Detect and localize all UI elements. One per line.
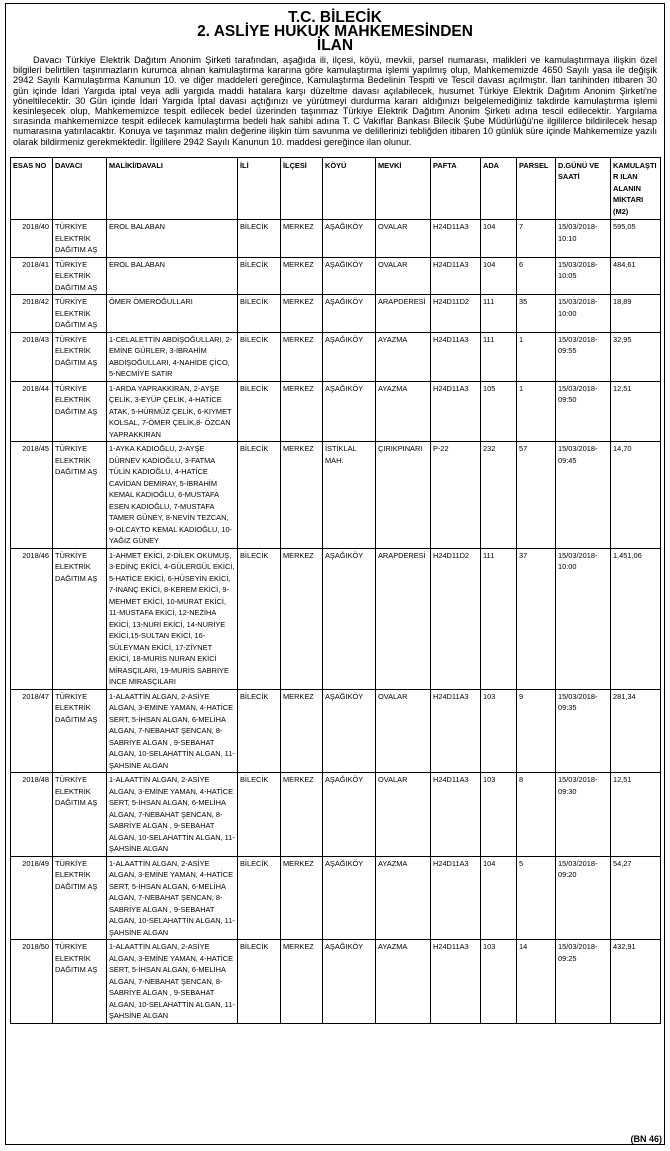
cell-davaci: TÜRKİYE ELEKTRİK DAĞITIM AŞ (53, 856, 107, 940)
cell-pafta: H24D11D2 (431, 295, 481, 333)
cell-il: BİLECİK (238, 689, 281, 773)
cell-malik-davali: ÖMER ÖMEROĞULLARI (107, 295, 238, 333)
cell-davaci: TÜRKİYE ELEKTRİK DAĞITIM AŞ (53, 295, 107, 333)
cell-malik-davali: 1-CELALETTİN ABDİŞOĞULLARI, 2-EMİNE GÜRLER, 3-İBRAHİM ABDİŞOĞULLARI, 4-NAHİDE ÇİCO, 5-NECMİYE SATIR (107, 332, 238, 381)
cell-koy: AŞAĞIKÖY (323, 773, 376, 857)
cell-il: BİLECİK (238, 856, 281, 940)
announcement-text: Davacı Türkiye Elektrik Dağıtım Anonim Şirketi tarafından, aşağıda ili, ilçesi, köyü, mevkii, parsel numarası, malikleri ve kamulaştırmaya ilişkin özel bilgileri belirtilen taşınmazların kurumca alınan kamulaştırma kararına göre kamulaştırma işlemi yapılmış olup, Mahkememizde 4650 Sayılı yasa ile değişik 2942 Sayılı Kamulaştırma Kanunun 10. ve diğer maddeleri gereğince, Kamulaştırma Bedelinin Tespiti ve Tescil davası açılmıştır. İlan tarihinden itibaren 30 gün içinde İdari Yargıda iptal veya adli yargıda maddi hatalara karşı düzeltme davası açılabilecek, husumet Türkiye Elektrik Dağıtım Anonim Şirketi'ne yöneltilecektir. 30 Gün içinde İdari Yargıda İptal davası açtığınızı ve yürütmeyi durdurma kararı aldığınızı belgelemediğiniz takdirde kamulaştırma işlemi kesinleşecek olup, Mahkememizce tespit edilecek bedel üzerinden taşınmaz Türkiye Elektrik Dağıtım Anonim Şirketi adına tescil edilecektir. Yargılama sırasında mahkememizce tespit edilecek kamulaştırma bedeli hak sahibi adına T. C Vakıflar Bankası Bilecik Şube Müdürlüğü'ne ilgililerce bildirilecek hesap numarasına yatırılacaktır. Konuya ve taşınmaz malın değerine ilişkin tüm savunma ve delillerinizi tebliğden itibaren 10 günlük süre içinde Mahkememize yazılı olarak bildirmeniz gerekmektedir. İlgililere 2942 Sayılı Kanunun 10. maddesi gereğince ilan olunur. (13, 55, 657, 147)
cell-il: BİLECİK (238, 295, 281, 333)
cell-davaci: TÜRKİYE ELEKTRİK DAĞITIM AŞ (53, 773, 107, 857)
cell-il: BİLECİK (238, 381, 281, 442)
court-province-title: T.C. BİLECİK (288, 9, 382, 26)
cell-davaci: TÜRKİYE ELEKTRİK DAĞITIM AŞ (53, 257, 107, 295)
cell-durusma-gunu-saati: 15/03/2018-09:30 (556, 773, 611, 857)
table-header-row (11, 157, 661, 220)
cell-kamulastirma-alani: 54,27 (611, 856, 661, 940)
cell-kamulastirma-alani: 484,61 (611, 257, 661, 295)
table-row (11, 548, 661, 689)
table-row (11, 220, 661, 258)
cell-il: BİLECİK (238, 257, 281, 295)
cell-pafta: H24D11A3 (431, 773, 481, 857)
cell-parsel: 14 (517, 940, 556, 1024)
cell-esas-no: 2018/42 (11, 295, 53, 333)
cell-kamulastirma-alani: 595,05 (611, 220, 661, 258)
cell-ilce: MERKEZ (281, 381, 323, 442)
cell-parsel: 6 (517, 257, 556, 295)
cell-davaci: TÜRKİYE ELEKTRİK DAĞITIM AŞ (53, 940, 107, 1024)
cell-malik-davali: EROL BALABAN (107, 220, 238, 258)
cell-parsel: 7 (517, 220, 556, 258)
cell-parsel: 37 (517, 548, 556, 689)
cell-parsel: 1 (517, 381, 556, 442)
cell-koy: AŞAĞIKÖY (323, 856, 376, 940)
cell-il: BİLECİK (238, 220, 281, 258)
cell-davaci: TÜRKİYE ELEKTRİK DAĞITIM AŞ (53, 220, 107, 258)
cell-ilce: MERKEZ (281, 548, 323, 689)
cell-malik-davali: 1-ALAATTİN ALGAN, 2-ASİYE ALGAN, 3-EMİNE YAMAN, 4-HATİCE SERT, 5-İHSAN ALGAN, 6-MELİHA ALGAN, 7-NEBAHAT ŞENCAN, 8-SABRİYE ALGAN , 9-SEBAHAT ALGAN, 10-SELAHATTİN ALGAN, 11-ŞAHSİNE ALGAN (107, 773, 238, 857)
cell-durusma-gunu-saati: 15/03/2018-09:35 (556, 689, 611, 773)
column-header-durusma-gunu-saati: D.GÜNÜ VE SAATİ (556, 157, 611, 220)
cell-esas-no: 2018/48 (11, 773, 53, 857)
cell-durusma-gunu-saati: 15/03/2018-09:50 (556, 381, 611, 442)
cell-davaci: TÜRKİYE ELEKTRİK DAĞITIM AŞ (53, 442, 107, 549)
cell-pafta: H24D11A3 (431, 257, 481, 295)
cell-malik-davali: 1-ALAATTİN ALGAN, 2-ASİYE ALGAN, 3-EMİNE YAMAN, 4-HATİCE SERT, 5-İHSAN ALGAN, 6-MELİHA ALGAN, 7-NEBAHAT ŞENCAN, 8-SABRİYE ALGAN , 9-SEBAHAT ALGAN, 10-SELAHATTİN ALGAN, 11-ŞAHSİNE ALGAN (107, 689, 238, 773)
cell-durusma-gunu-saati: 15/03/2018-09:45 (556, 442, 611, 549)
cell-koy: AŞAĞIKÖY (323, 381, 376, 442)
cell-ilce: MERKEZ (281, 856, 323, 940)
table-row (11, 257, 661, 295)
column-header-ada: ADA (481, 157, 517, 220)
cell-koy: AŞAĞIKÖY (323, 332, 376, 381)
cell-durusma-gunu-saati: 15/03/2018-09:25 (556, 940, 611, 1024)
cell-pafta: H24D11A3 (431, 332, 481, 381)
cell-davaci: TÜRKİYE ELEKTRİK DAĞITIM AŞ (53, 548, 107, 689)
announcement-title: İLAN (316, 37, 354, 54)
cell-ilce: MERKEZ (281, 940, 323, 1024)
cell-koy: AŞAĞIKÖY (323, 940, 376, 1024)
cell-esas-no: 2018/46 (11, 548, 53, 689)
cell-pafta: H24D11A3 (431, 220, 481, 258)
cell-ada: 104 (481, 257, 517, 295)
cell-kamulastirma-alani: 32,95 (611, 332, 661, 381)
cell-kamulastirma-alani: 12,51 (611, 773, 661, 857)
cell-malik-davali: 1-AHMET EKİCİ, 2-DİLEK OKUMUŞ, 3-EDİNÇ EKİCİ, 4-GÜLERGÜL EKİCİ, 5-HATİCE EKİCİ, 6-HÜSEYİN EKİCİ, 7-İNANÇ EKİCİ, 8-KEREM EKİCİ, 9-MEHMET EKİCİ, 10-MURAT EKİCİ, 11-MUSTAFA EKİCİ, 12-NEZİHA EKİCİ, 13-NURİ EKİCİ, 14-NURİYE EKİCİ,15-SULTAN EKİCİ, 16-SÜLEYMAN EKİCİ, 17-ZİYNET EKİCİ, 18-MURİS NURAN EKİCİ MİRASÇILARI, 19-MURİS SABRİYE İNCE MİRASÇILARI (107, 548, 238, 689)
cell-esas-no: 2018/44 (11, 381, 53, 442)
cell-ada: 105 (481, 381, 517, 442)
table-row (11, 940, 661, 1024)
cell-davaci: TÜRKİYE ELEKTRİK DAĞITIM AŞ (53, 381, 107, 442)
column-header-davaci: DAVACI (53, 157, 107, 220)
cell-parsel: 8 (517, 773, 556, 857)
cell-koy: AŞAĞIKÖY (323, 689, 376, 773)
cell-ada: 103 (481, 940, 517, 1024)
cell-il: BİLECİK (238, 442, 281, 549)
cell-pafta: H24D11A3 (431, 856, 481, 940)
cell-il: BİLECİK (238, 773, 281, 857)
table-row (11, 689, 661, 773)
cell-mevki: OVALAR (376, 220, 431, 258)
cell-pafta: H24D11D2 (431, 548, 481, 689)
cell-malik-davali: 1-ARDA YAPRAKKIRAN, 2-AYŞE ÇELİK, 3-EYÜP ÇELİK, 4-HATİCE ATAK, 5-HÜRMÜZ ÇELİK, 6-KIYMET KOLSAL, 7-ÖMER ÇELİK,8- ÖZCAN YAPRAKKIRAN (107, 381, 238, 442)
cell-parsel: 1 (517, 332, 556, 381)
cell-durusma-gunu-saati: 15/03/2018-09:55 (556, 332, 611, 381)
table-row (11, 856, 661, 940)
cell-malik-davali: EROL BALABAN (107, 257, 238, 295)
cell-il: BİLECİK (238, 548, 281, 689)
cell-koy: AŞAĞIKÖY (323, 548, 376, 689)
cell-davaci: TÜRKİYE ELEKTRİK DAĞITIM AŞ (53, 332, 107, 381)
cell-pafta: H24D11A3 (431, 381, 481, 442)
cell-pafta: H24D11A3 (431, 940, 481, 1024)
cell-ilce: MERKEZ (281, 257, 323, 295)
cell-durusma-gunu-saati: 15/03/2018-10:00 (556, 548, 611, 689)
cell-kamulastirma-alani: 18,89 (611, 295, 661, 333)
cell-mevki: AYAZMA (376, 332, 431, 381)
cell-parsel: 5 (517, 856, 556, 940)
cell-ada: 104 (481, 856, 517, 940)
announcement-text-block (13, 55, 657, 147)
column-header-esas-no: ESAS NO (11, 157, 53, 220)
cell-esas-no: 2018/49 (11, 856, 53, 940)
column-header-il: İLİ (238, 157, 281, 220)
cell-ilce: MERKEZ (281, 332, 323, 381)
cell-mevki: OVALAR (376, 689, 431, 773)
cell-davaci: TÜRKİYE ELEKTRİK DAĞITIM AŞ (53, 689, 107, 773)
cell-mevki: AYAZMA (376, 940, 431, 1024)
cell-durusma-gunu-saati: 15/03/2018-10:05 (556, 257, 611, 295)
parcel-table (10, 157, 661, 1024)
cell-koy: AŞAĞIKÖY (323, 257, 376, 295)
cell-esas-no: 2018/41 (11, 257, 53, 295)
cell-mevki: ÇIRIKPINARI (376, 442, 431, 549)
court-name-title: 2. ASLİYE HUKUK MAHKEMESİNDEN (197, 23, 473, 40)
table-row (11, 381, 661, 442)
table-row (11, 332, 661, 381)
column-header-pafta: PAFTA (431, 157, 481, 220)
cell-malik-davali: 1-ALAATTİN ALGAN, 2-ASİYE ALGAN, 3-EMİNE YAMAN, 4-HATİCE SERT, 5-İHSAN ALGAN, 6-MELİHA ALGAN, 7-NEBAHAT ŞENCAN, 8-SABRİYE ALGAN , 9-SEBAHAT ALGAN, 10-SELAHATTİN ALGAN, 11-ŞAHSİNE ALGAN (107, 940, 238, 1024)
cell-kamulastirma-alani: 281,34 (611, 689, 661, 773)
cell-parsel: 35 (517, 295, 556, 333)
column-header-malik-davali: MALİKİ/DAVALI (107, 157, 238, 220)
cell-ada: 111 (481, 548, 517, 689)
cell-mevki: ARAPDERESİ (376, 548, 431, 689)
cell-ada: 111 (481, 295, 517, 333)
column-header-koy: KÖYÜ (323, 157, 376, 220)
cell-durusma-gunu-saati: 15/03/2018-10:10 (556, 220, 611, 258)
cell-kamulastirma-alani: 14,70 (611, 442, 661, 549)
cell-ilce: MERKEZ (281, 220, 323, 258)
column-header-parsel: PARSEL (517, 157, 556, 220)
cell-esas-no: 2018/47 (11, 689, 53, 773)
table-row (11, 295, 661, 333)
cell-esas-no: 2018/50 (11, 940, 53, 1024)
cell-malik-davali: 1-ALAATTİN ALGAN, 2-ASİYE ALGAN, 3-EMİNE YAMAN, 4-HATİCE SERT, 5-İHSAN ALGAN, 6-MELİHA ALGAN, 7-NEBAHAT ŞENCAN, 8-SABRİYE ALGAN , 9-SEBAHAT ALGAN, 10-SELAHATTİN ALGAN, 11-ŞAHSİNE ALGAN (107, 856, 238, 940)
cell-koy: AŞAĞIKÖY (323, 220, 376, 258)
column-header-ilce: İLÇESİ (281, 157, 323, 220)
cell-kamulastirma-alani: 12,51 (611, 381, 661, 442)
cell-mevki: ARAPDERESİ (376, 295, 431, 333)
cell-mevki: OVALAR (376, 257, 431, 295)
cell-ilce: MERKEZ (281, 689, 323, 773)
cell-parsel: 57 (517, 442, 556, 549)
cell-ada: 232 (481, 442, 517, 549)
cell-mevki: AYAZMA (376, 381, 431, 442)
cell-ada: 104 (481, 220, 517, 258)
cell-kamulastirma-alani: 1.451,06 (611, 548, 661, 689)
cell-malik-davali: 1-AYKA KADIOĞLU, 2-AYŞE DÜRNEV KADIOĞLU, 3-FATMA TÜLİN KADIOĞLU, 4-HATİCE CAVİDAN DEMİRAY, 5-İBRAHİM KEMAL KADIOĞLU, 6-MUSTAFA ESEN KADIOĞLU, 7-MUSTAFA TAMER GÜNEY, 8-NEVİN TEZCAN, 9-OLCAYTO KEMAL KADIOĞLU, 10-YAĞIZ GÜNEY (107, 442, 238, 549)
cell-koy: İSTİKLAL MAH. (323, 442, 376, 549)
cell-pafta: H24D11A3 (431, 689, 481, 773)
cell-ada: 103 (481, 773, 517, 857)
cell-il: BİLECİK (238, 940, 281, 1024)
cell-parsel: 9 (517, 689, 556, 773)
cell-durusma-gunu-saati: 15/03/2018-09:20 (556, 856, 611, 940)
column-header-kamulastirma-alani: KAMULAŞTIR ILAN ALANIN MİKTARI (M2) (611, 157, 661, 220)
cell-ilce: MERKEZ (281, 442, 323, 549)
publication-code: (BN 46) (630, 1134, 662, 1144)
cell-durusma-gunu-saati: 15/03/2018-10:00 (556, 295, 611, 333)
cell-kamulastirma-alani: 432,91 (611, 940, 661, 1024)
cell-il: BİLECİK (238, 332, 281, 381)
cell-mevki: AYAZMA (376, 856, 431, 940)
cell-ada: 103 (481, 689, 517, 773)
table-row (11, 773, 661, 857)
cell-mevki: OVALAR (376, 773, 431, 857)
cell-esas-no: 2018/40 (11, 220, 53, 258)
cell-koy: AŞAĞIKÖY (323, 295, 376, 333)
column-header-mevki: MEVKİ (376, 157, 431, 220)
cell-esas-no: 2018/45 (11, 442, 53, 549)
cell-esas-no: 2018/43 (11, 332, 53, 381)
table-row (11, 442, 661, 549)
cell-ilce: MERKEZ (281, 295, 323, 333)
cell-pafta: P-22 (431, 442, 481, 549)
cell-ada: 111 (481, 332, 517, 381)
cell-ilce: MERKEZ (281, 773, 323, 857)
table-body (11, 220, 661, 1024)
announcement-page (5, 3, 665, 1145)
